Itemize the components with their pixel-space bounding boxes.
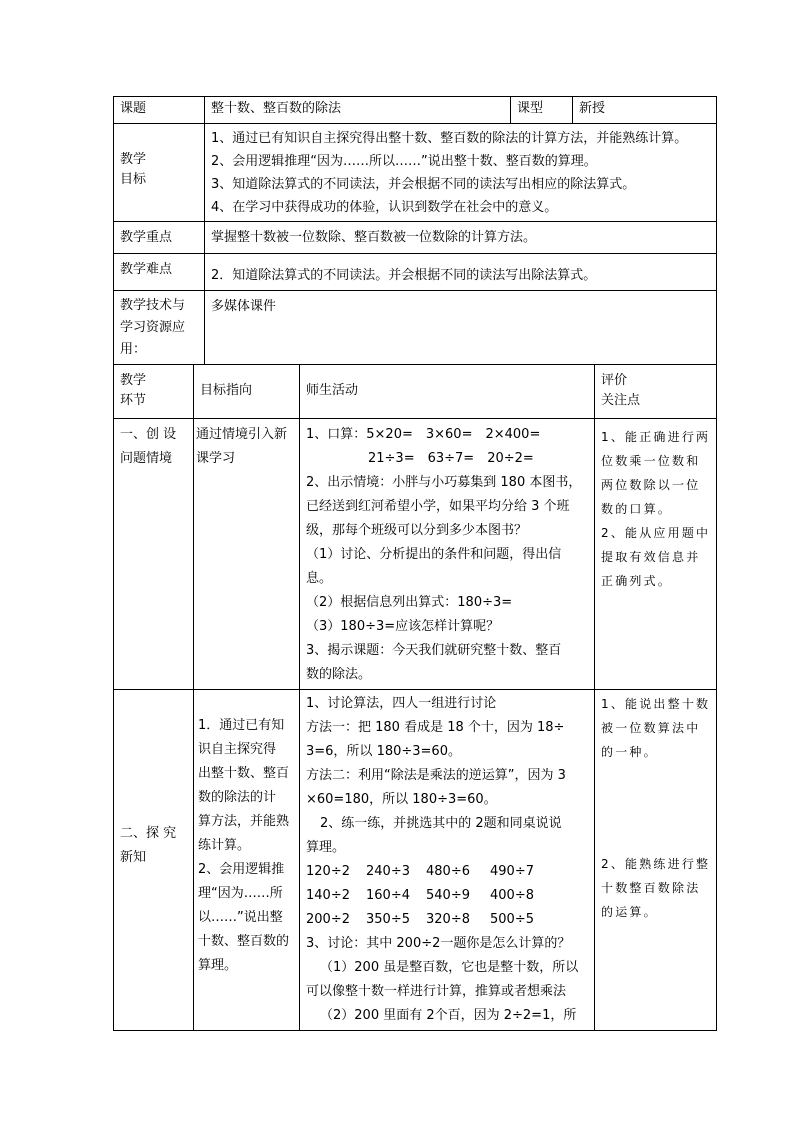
topic-label: 课题 [114,97,205,124]
process-header-row [114,365,717,419]
goal-item: 2、会用逻辑推理“因为……所以……”说出整十数、整百数的算理。 [211,154,597,169]
activity-header: 师生活动 [300,365,595,419]
exercise-item: 480÷6 [426,864,470,879]
goal-item: 1、通过已有知识自主探究得出整十数、整百数的除法的计算方法，并能熟练计算。 [211,131,688,146]
resources-label: 教学技术与 学习资源应 用： [114,291,205,365]
goals-label: 教学 目标 [114,124,205,222]
difficulties-row [114,254,717,291]
section1-goal: 通过情境引入新 课学习 [194,419,300,690]
teaching-process-table [113,364,717,1031]
eval-header: 评价 关注点 [595,365,717,419]
exercise-item: 490÷7 [490,864,534,879]
section-explore-new [114,690,717,1031]
section1-activity: 1、口算：5×20= 3×60= 2×400= 21÷3= 63÷7= 20÷2= 2、出示情境：小胖与小巧募集到 180 本图书， 已经送到红河希望小学，如果平均分给 3 个班 级，那每个班级可以分到多少本图书？ （1）讨论、分析提出的条件和问题，得出信 息。 （2）根据信息列出算式：180÷3= （3）180÷3=应该怎样计算呢？ 3、揭示课题：今天我们就研究整十数、整百 数的除法。 [300,419,595,690]
goals-row [114,124,717,222]
exercise-item: 400÷8 [490,888,534,903]
key-points-label: 教学重点 [114,222,205,254]
section2-activity: 1、讨论算法，四人一组进行讨论 方法一：把 180 看成是 18 个十，因为 18÷ 3=6，所以 180÷3=60。 方法二：利用“除法是乘法的逆运算”，因为 3 ×60=180，所以 180÷3=60。 2、练一练，并挑选其中的 2题和同桌说说 算理。 120÷2 240÷3 480÷6 490÷7 140÷2 160÷4 540÷9 400÷8 200÷2 350÷5 320÷8 500÷5 3、讨论：其中 200÷2一题你是怎么计算的？ （1）200 虽是整百数，它也是整十数，所以 可以像整十数一样进行计算，推算或者想乘法 （2）200 里面有 2个百，因为 2÷2=1，所 [300,690,595,1031]
exercise-item: 140÷2 [306,888,350,903]
section2-stage: 二、探 究 新知 [114,690,194,1031]
exercise-item: 120÷2 [306,864,350,879]
topic-value: 整十数、整百数的除法 [205,97,511,124]
key-points-row [114,222,717,254]
goal-item: 3、知道除法算式的不同读法，并会根据不同的读法写出相应的除法算式。 [211,177,636,192]
exercise-item: 500÷5 [490,912,534,927]
goals-list [205,124,717,222]
goal-item: 4、在学习中获得成功的体验，认识到数学在社会中的意义。 [211,200,558,215]
type-label: 课型 [511,97,573,124]
difficulties-value: 2．知道除法算式的不同读法。并会根据不同的读法写出除法算式。 [205,254,717,291]
section2-eval: 1、能说出整十数 被一位数算法中 的一种。 2、能熟练进行整 十数整百数除法 的运算。 [595,690,717,1031]
exercise-grid [306,860,588,932]
resources-value: 多媒体课件 [205,291,717,365]
section2-goal: 1．通过已有知 识自主探究得 出整十数、整百 数的除法的计 算方法，并能熟 练计算。 2、会用逻辑推 理“因为……所 以……”说出整 十数、整百数的 算理。 [194,690,300,1031]
goal-header: 目标指向 [194,365,300,419]
topic-row [114,97,717,124]
exercise-item: 540÷9 [426,888,470,903]
exercise-item: 350÷5 [366,912,410,927]
exercise-item: 160÷4 [366,888,410,903]
exercise-item: 240÷3 [366,864,410,879]
exercise-item: 320÷8 [426,912,470,927]
section1-eval: 1、能正确进行两 位数乘一位数和 两位数除以一位 数的口算。 2、能从应用题中 提取有效信息并 正确列式。 [595,419,717,690]
lesson-info-table [113,96,717,365]
exercise-item: 200÷2 [306,912,350,927]
key-points-value: 掌握整十数被一位数除、整百数被一位数除的计算方法。 [205,222,717,254]
resources-row [114,291,717,365]
section-create-situation [114,419,717,690]
type-value: 新授 [573,97,717,124]
stage-header: 教学 环节 [114,365,194,419]
difficulties-label: 教学难点 [114,254,205,291]
section1-stage: 一、创 设 问题情境 [114,419,194,690]
